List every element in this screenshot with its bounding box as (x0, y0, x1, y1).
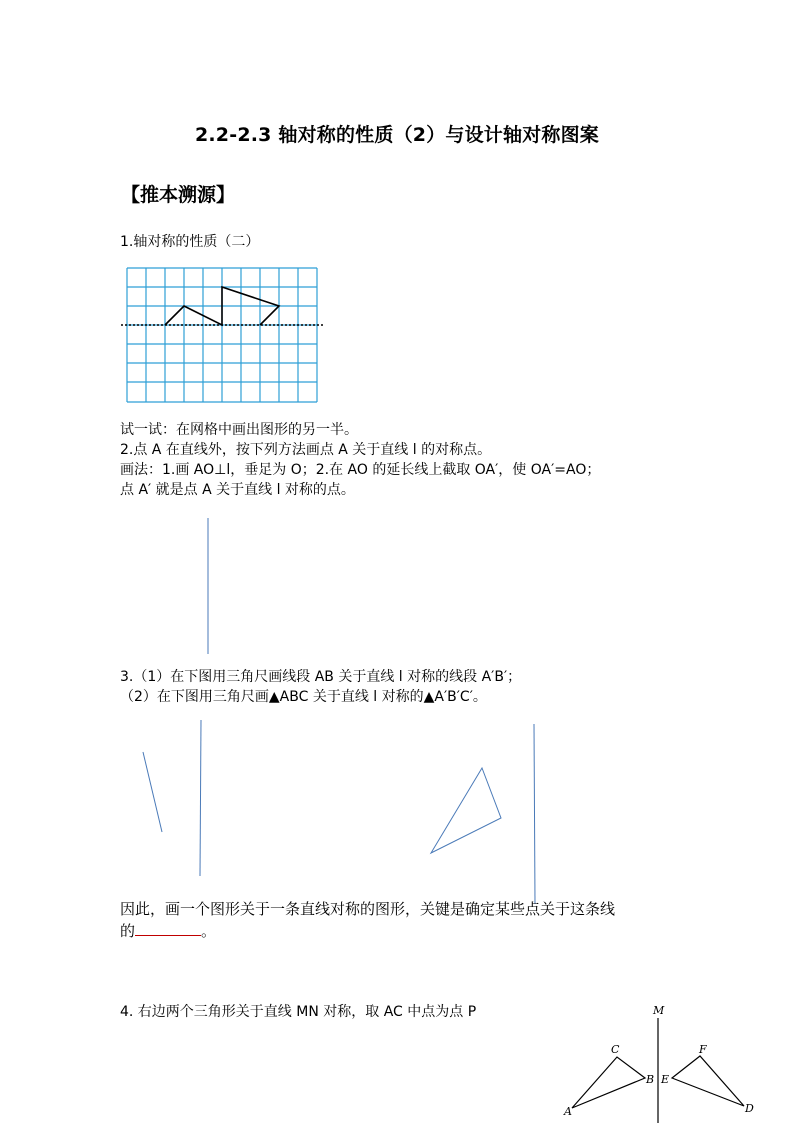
segment-ab (143, 752, 162, 832)
label-m: M (653, 1004, 665, 1017)
try-it-text: 试一试：在网格中画出图形的另一半。 (120, 422, 358, 438)
problem-2-text: 2.点 A 在直线外，按下列方法画点 A 关于直线 l 的对称点。 (120, 442, 492, 458)
label-b: B (646, 1073, 655, 1086)
problem-3-part1: 3.（1）在下图用三角尺画线段 AB 关于直线 l 对称的线段 A′B′； (120, 669, 522, 685)
label-f: F (699, 1043, 707, 1056)
problem-1-heading: 1.轴对称的性质（二） (120, 234, 260, 250)
section-heading: 【推本溯源】 (121, 184, 236, 206)
instructions-block (120, 420, 600, 500)
triangle-abc (431, 768, 501, 853)
line-l-problem3-2 (534, 724, 535, 904)
problem-3-part2: （2）在下图用三角尺画▲ABC 关于直线 l 对称的▲A′B′C′。 (120, 689, 487, 705)
summary-line2 (120, 920, 615, 942)
label-c: C (611, 1043, 620, 1056)
label-e: E (661, 1073, 670, 1086)
triangle-acb (572, 1057, 645, 1108)
conclusion-text: 点 A′ 就是点 A 关于直线 l 对称的点。 (120, 482, 355, 498)
label-d: D (745, 1102, 754, 1115)
line-l-problem3-1 (200, 720, 201, 876)
answer-blank[interactable] (135, 921, 201, 936)
summary-suffix: 。 (201, 922, 217, 940)
summary-prefix: 的 (120, 922, 136, 940)
problem-4-text: 4. 右边两个三角形关于直线 MN 对称，取 AC 中点为点 P (120, 1004, 477, 1020)
problem4-figure (563, 1004, 754, 1123)
problem-3-block (120, 667, 521, 707)
method-text: 画法：1.画 AO⊥l，垂足为 O；2.在 AO 的延长线上截取 OA′，使 OA′=AO； (120, 462, 601, 478)
summary-line1: 因此，画一个图形关于一条直线对称的图形，关键是确定某些点关于这条线 (120, 900, 616, 918)
grid-figure (121, 268, 323, 402)
summary-block (120, 898, 615, 942)
label-a: A (564, 1105, 572, 1118)
page-title: 2.2-2.3 轴对称的性质（2）与设计轴对称图案 (194, 124, 600, 146)
triangle-dfe (672, 1056, 744, 1106)
